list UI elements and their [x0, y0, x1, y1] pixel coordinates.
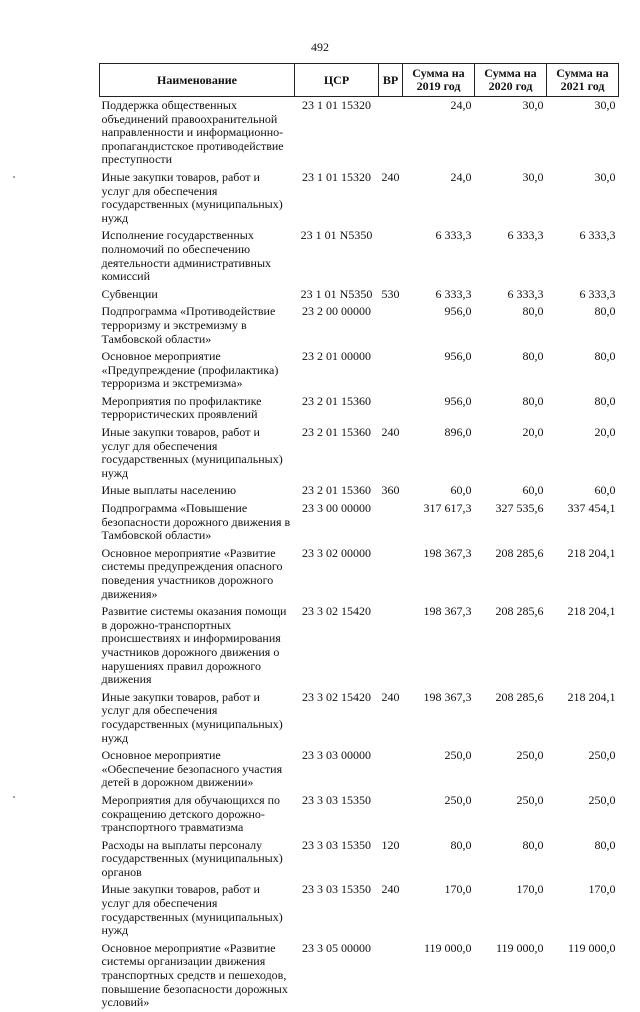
row-name: Основное мероприятие «Развитие системы предупреждения опасного поведения участников дорожного движения»: [101, 545, 283, 601]
row-sum-2019: 198 367,3: [423, 689, 472, 704]
table-body: [100, 97, 619, 1012]
row-name: Иные закупки товаров, работ и услуг для обеспечения государственных (муниципальных) нужд: [101, 169, 283, 225]
row-sum-2019: 198 367,3: [423, 545, 472, 560]
budget-table: [99, 63, 619, 1012]
row-sum-2020: 208 285,6: [495, 545, 544, 560]
row-sum-2021: 250,0: [588, 748, 616, 763]
row-sum-2021: 170,0: [588, 882, 616, 897]
table-row: [100, 393, 619, 424]
table-row: [100, 424, 619, 482]
row-sum-2019: 80,0: [450, 837, 472, 852]
row-sum-2019: 24,0: [450, 98, 472, 112]
row-sum-2020: 250,0: [516, 748, 544, 763]
row-sum-2019: 250,0: [444, 748, 472, 763]
row-sum-2020: 327 535,6: [495, 501, 544, 516]
row-csr: 23 3 00 00000: [302, 501, 371, 516]
row-csr: 23 3 02 15420: [302, 689, 371, 704]
row-vr: [379, 792, 403, 837]
row-csr: 23 3 03 15350: [302, 882, 371, 897]
row-name: Иные закупки товаров, работ и услуг для обеспечения государственных (муниципальных) нужд: [101, 425, 283, 480]
row-sum-2021: 337 454,1: [567, 501, 616, 516]
row-sum-2020: 6 333,3: [507, 228, 544, 243]
table-row: [100, 545, 619, 603]
row-sum-2021: 80,0: [594, 837, 616, 852]
row-sum-2020: 80,0: [522, 349, 544, 364]
header-name: Наименование: [100, 64, 295, 97]
table-row: [100, 227, 619, 285]
row-name: Мероприятия для обучающихся по сокращению детского дорожно-транспортного травматизма: [101, 792, 281, 835]
row-sum-2021: 218 204,1: [567, 689, 616, 704]
row-name: Иные закупки товаров, работ и услуг для обеспечения государственных (муниципальных) нужд: [101, 689, 283, 745]
row-sum-2019: 6 333,3: [435, 228, 472, 243]
row-sum-2020: 30,0: [522, 98, 544, 112]
row-csr: 23 1 01 15320: [302, 98, 371, 112]
table-row: [100, 689, 619, 747]
header-sum-2019: Сумма на 2019 год: [403, 64, 475, 97]
row-sum-2019: 198 367,3: [423, 604, 472, 619]
row-csr: 23 1 01 15320: [302, 169, 371, 184]
row-csr: 23 3 03 15350: [302, 792, 371, 807]
row-vr: 240: [381, 689, 400, 704]
table-row: [100, 286, 619, 304]
row-sum-2020: 20,0: [522, 425, 544, 440]
table-row: [100, 881, 619, 939]
table-row: [100, 603, 619, 689]
row-name: Основное мероприятие «Обеспечение безопасного участия детей в дорожном движении»: [101, 748, 283, 790]
row-sum-2019: 24,0: [450, 169, 472, 184]
row-sum-2021: 119 000,0: [567, 940, 616, 955]
row-vr: [379, 303, 403, 348]
table-header-row: [100, 64, 619, 97]
row-sum-2020: 80,0: [522, 304, 544, 319]
row-sum-2019: 170,0: [444, 882, 472, 897]
row-sum-2021: 6 333,3: [579, 286, 616, 301]
row-vr: 240: [381, 425, 400, 440]
row-sum-2020: 170,0: [516, 882, 544, 897]
scan-speck: [13, 796, 15, 798]
row-csr: 23 3 03 15350: [302, 837, 371, 852]
row-sum-2021: 80,0: [594, 349, 616, 364]
row-sum-2019: 317 617,3: [423, 501, 472, 516]
row-sum-2020: 80,0: [522, 393, 544, 408]
row-sum-2019: 896,0: [444, 425, 472, 440]
row-sum-2021: 218 204,1: [567, 604, 616, 619]
scan-speck: [13, 176, 15, 178]
header-csr: ЦСР: [295, 64, 379, 97]
row-sum-2020: 208 285,6: [495, 689, 544, 704]
row-csr: 23 3 05 00000: [302, 940, 371, 955]
row-sum-2020: 30,0: [522, 169, 544, 184]
table-row: [100, 348, 619, 393]
row-csr: 23 2 01 15360: [302, 425, 371, 440]
table-row: [100, 169, 619, 227]
row-csr: 23 3 03 00000: [302, 748, 371, 763]
row-name: Основное мероприятие «Развитие системы организации движения транспортных средств и пешеходов, повышение безопасности дорожных условий»: [101, 940, 288, 1010]
row-csr: 23 2 01 15360: [302, 393, 371, 408]
row-vr: 360: [381, 483, 400, 498]
table-row: [100, 482, 619, 500]
row-vr: [379, 545, 403, 603]
row-sum-2020: 6 333,3: [507, 286, 544, 301]
row-vr: [379, 227, 403, 285]
row-csr: 23 3 02 00000: [302, 545, 371, 560]
header-sum-2021: Сумма на 2021 год: [547, 64, 619, 97]
row-sum-2019: 6 333,3: [435, 286, 472, 301]
row-name: Иные выплаты населению: [101, 483, 237, 498]
row-name: Поддержка общественных объединений правоохранительной направленности и информационно-пропагандистское противодействие преступности: [101, 98, 284, 167]
row-vr: 120: [381, 837, 400, 852]
row-name: Развитие системы оказания помощи в дорожно-транспортных происшествиях и информирования участников дорожного движения о нарушениях правил дорожного движения: [101, 604, 287, 687]
row-sum-2019: 250,0: [444, 792, 472, 807]
row-sum-2021: 30,0: [594, 98, 616, 112]
table-row: [100, 792, 619, 837]
row-sum-2021: 60,0: [594, 483, 616, 498]
row-csr: 23 1 01 N5350: [300, 228, 373, 243]
row-csr: 23 2 01 00000: [302, 349, 371, 364]
row-name: Расходы на выплаты персоналу государственных (муниципальных) органов: [101, 837, 283, 879]
row-name: Основное мероприятие «Предупреждение (профилактика) терроризма и экстремизма»: [101, 349, 279, 391]
row-name: Субвенции: [101, 286, 158, 301]
row-sum-2021: 218 204,1: [567, 545, 616, 560]
row-csr: 23 3 02 15420: [302, 604, 371, 619]
table-row: [100, 940, 619, 1012]
row-vr: 240: [381, 169, 400, 184]
row-name: Мероприятия по профилактике террористических проявлений: [101, 393, 262, 422]
header-sum-2020: Сумма на 2020 год: [475, 64, 547, 97]
row-sum-2021: 250,0: [588, 792, 616, 807]
row-sum-2020: 119 000,0: [495, 940, 544, 955]
row-vr: 240: [381, 882, 400, 897]
header-vr: ВР: [379, 64, 403, 97]
row-name: Иные закупки товаров, работ и услуг для обеспечения государственных (муниципальных) нужд: [101, 882, 283, 938]
row-sum-2019: 956,0: [444, 304, 472, 319]
row-sum-2021: 80,0: [594, 304, 616, 319]
row-sum-2021: 30,0: [594, 169, 616, 184]
row-vr: [379, 603, 403, 689]
row-sum-2020: 208 285,6: [495, 604, 544, 619]
row-sum-2019: 956,0: [444, 393, 472, 408]
table-row: [100, 837, 619, 882]
row-sum-2020: 80,0: [522, 837, 544, 852]
row-vr: [379, 348, 403, 393]
row-vr: [379, 940, 403, 1012]
row-vr: [379, 393, 403, 424]
row-sum-2021: 20,0: [594, 425, 616, 440]
row-sum-2020: 250,0: [516, 792, 544, 807]
row-vr: [379, 747, 403, 792]
row-vr: 530: [381, 286, 400, 301]
table-row: [100, 747, 619, 792]
row-sum-2019: 60,0: [450, 483, 472, 498]
table-row: [100, 97, 619, 169]
page-number: 492: [311, 40, 329, 54]
row-sum-2020: 60,0: [522, 483, 544, 498]
row-vr: [379, 500, 403, 545]
row-name: Подпрограмма «Противодействие терроризму и экстремизму в Тамбовской области»: [101, 304, 276, 346]
row-vr: [379, 97, 403, 169]
row-sum-2019: 119 000,0: [423, 940, 472, 955]
row-sum-2021: 80,0: [594, 393, 616, 408]
row-name: Подпрограмма «Повышение безопасности дорожного движения в Тамбовской области»: [101, 501, 291, 543]
row-csr: 23 2 00 00000: [302, 304, 371, 319]
row-sum-2019: 956,0: [444, 349, 472, 364]
row-csr: 23 2 01 15360: [302, 483, 371, 498]
row-csr: 23 1 01 N5350: [300, 286, 373, 301]
row-name: Исполнение государственных полномочий по обеспечению деятельности административных комиссий: [101, 228, 272, 284]
row-sum-2021: 6 333,3: [579, 228, 616, 243]
table-row: [100, 303, 619, 348]
table-row: [100, 500, 619, 545]
